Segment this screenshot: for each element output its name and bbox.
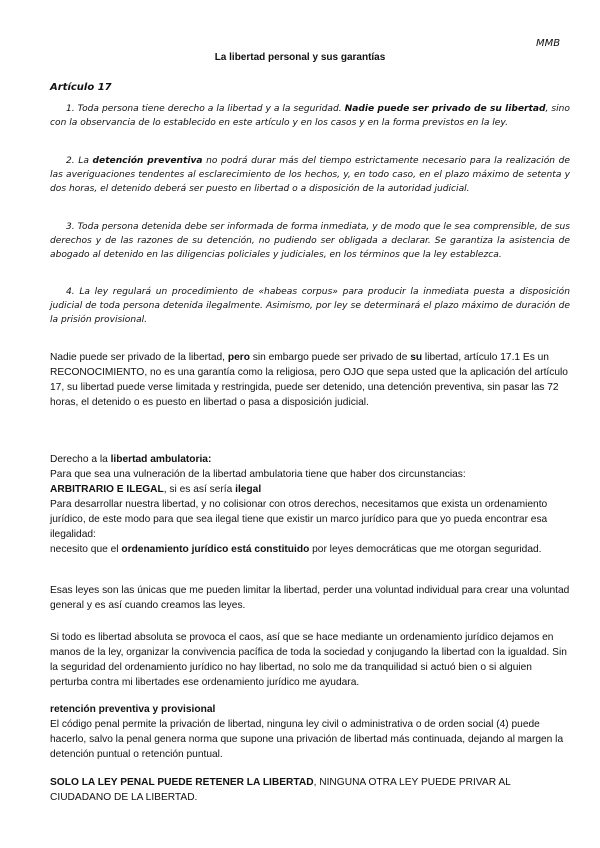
note-paragraph-4: Si todo es libertad absoluta se provoca el caos, así que se hace mediante un ordenamiento jurídico dejamos en manos de la ley, organizar la convivencia pacífica de toda la sociedad y conjugando la libertad con la igualdad. Sin la seguridad del ordenamiento jurídico no hay libertad, no solo me da tranquilidad si actuó bien o si alguien perturba contra mi libertades ese ordenamiento jurídico me ayudara. <box>50 632 567 688</box>
note-paragraph-6: SOLO LA LEY PENAL PUEDE RETENER LA LIBERTAD, NINGUNA OTRA LEY PUEDE PRIVAR AL CIUDADANO DE LA LIBERTAD. <box>50 777 511 803</box>
article-paragraph-4: 4. La ley regulará un procedimiento de «habeas corpus» para producir la inmediata puesta a disposición judicial de toda persona detenida ilegalmente. Asimismo, por ley se determinará el plazo máximo de duración de la prisión provisional. <box>50 287 570 326</box>
article-heading: Artículo 17 <box>50 82 112 93</box>
page-title: La libertad personal y sus garantías <box>214 52 386 63</box>
note-paragraph-3: Esas leyes son las únicas que me pueden limitar la libertad, perder una voluntad individual para crear una voluntad general y es así cuando creamos las leyes. <box>50 585 570 611</box>
note-paragraph-5: retención preventiva y provisional El código penal permite la privación de libertad, ninguna ley civil o administrativa o de orden social (4) puede hacerlo, salvo la penal genera norma que supone una privación de libertad más continuada, dejando al margen la detención puntual o retención puntual. <box>50 704 564 760</box>
note-paragraph-2: Derecho a la libertad ambulatoria: Para que sea una vulneración de la libertad ambulatoria tiene que haber dos circunstancias: ARBITRARIO E ILEGAL, si es así sería ilegal Para desarrollar nuestra libertad, y no colisionar con otros derechos, necesitamos que exista un ordenamiento jurídico, de este modo para que sea ilegal tiene que existir un marco jurídico para que yo pueda encontrar esa ilegalidad: necesito que el ordenamiento jurídico está constituido por leyes democráticas que me otorgan seguridad. <box>50 454 548 555</box>
article-paragraph-1: 1. Toda persona tiene derecho a la libertad y a la seguridad. Nadie puede ser privado de su libertad, sino con la observancia de lo establecido en este artículo y en los casos y en la forma previstos en la ley. <box>50 104 571 129</box>
article-paragraph-2: 2. La detención preventiva no podrá durar más del tiempo estrictamente necesario para la realización de las averiguaciones tendentes al esclarecimiento de los hechos, y, en todo caso, en el plazo máximo de setenta y dos horas, el detenido deberá ser puesto en libertad o a disposición de la autoridad judicial. <box>50 156 570 195</box>
note-paragraph-1: Nadie puede ser privado de la libertad, pero sin embargo puede ser privado de su libertad, artículo 17.1 Es un RECONOCIMIENTO, no es una garantía como la religiosa, pero OJO que sepa usted que la aplicación del artículo 17, su libertad puede verse limitada y restringida, puede ser detenido, una detención preventiva, sin pasar las 72 horas, el detenido o es puesto en libertad o pasa a disposición judicial. <box>50 352 568 408</box>
article-paragraph-3: 3. Toda persona detenida debe ser informada de forma inmediata, y de modo que le sea comprensible, de sus derechos y de las razones de su detención, no pudiendo ser obligada a declarar. Se garantiza la asistencia de abogado al detenido en las diligencias policiales y judiciales, en los términos que la ley establezca. <box>50 222 570 261</box>
author-tag: MMB <box>536 38 561 49</box>
